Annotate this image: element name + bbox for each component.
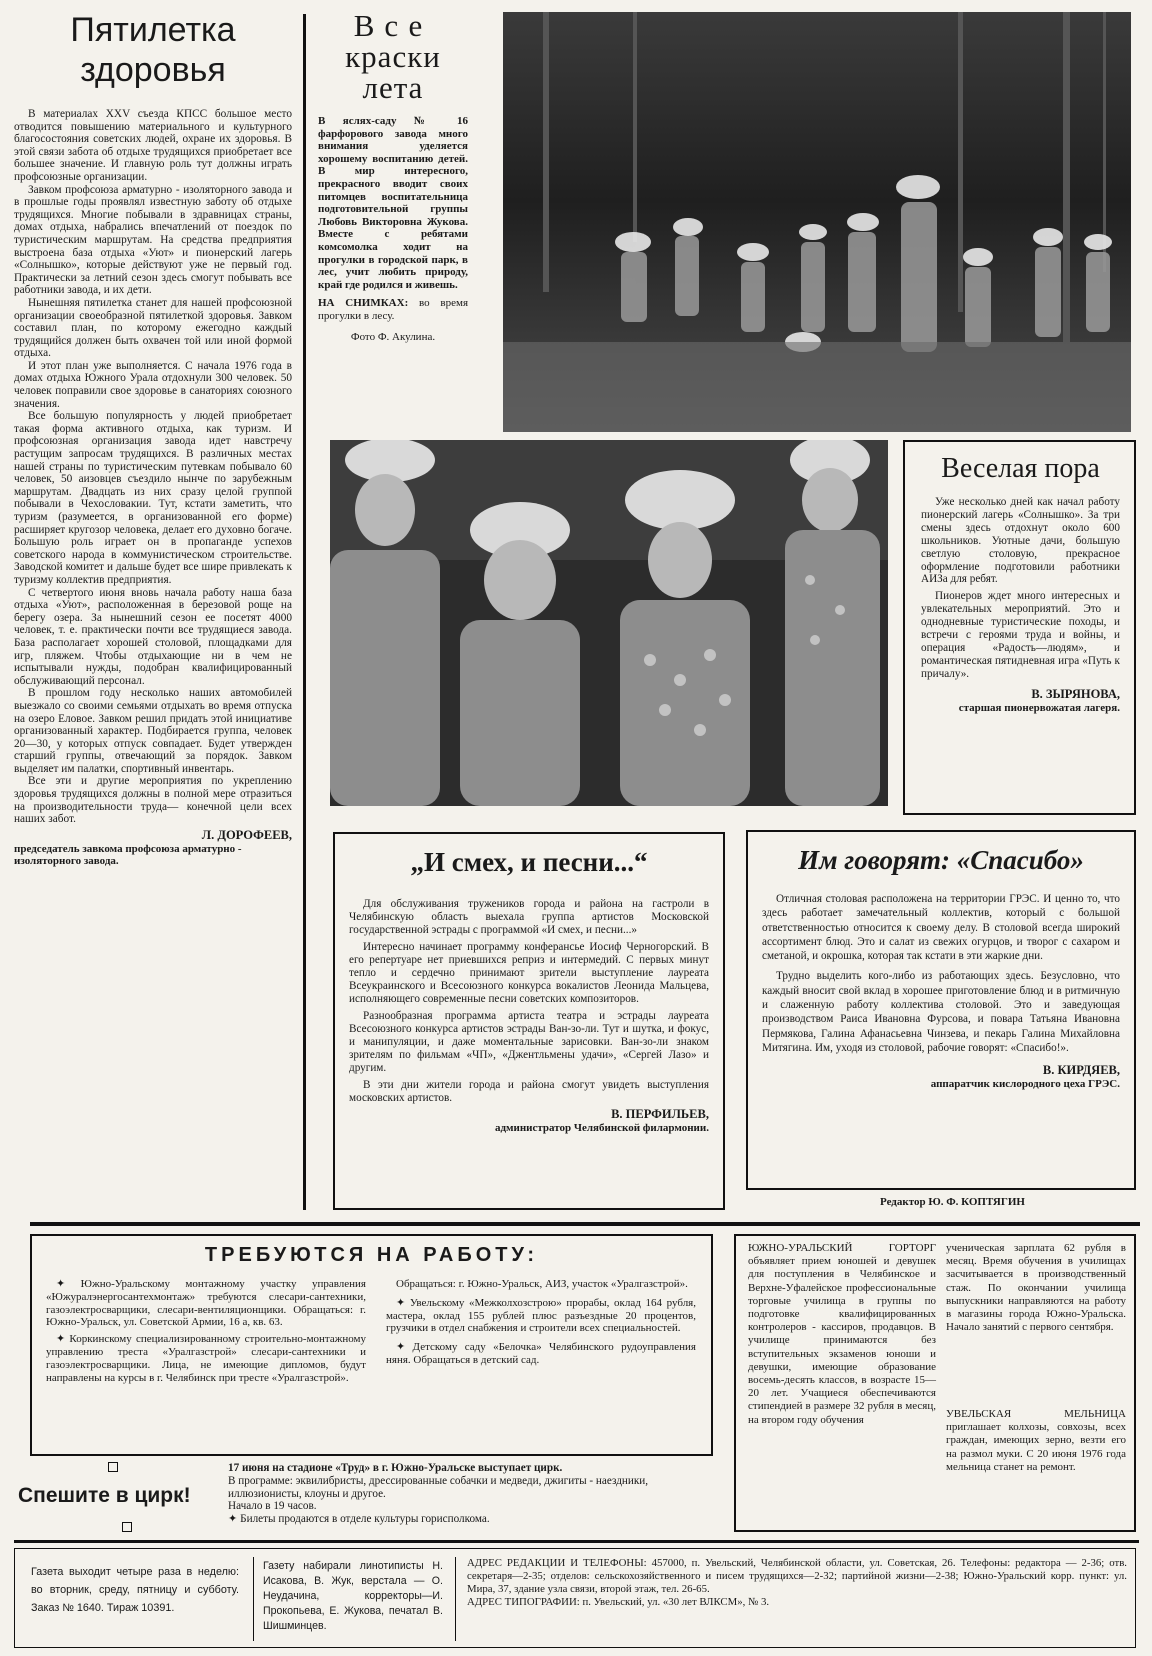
article-body [762,892,1120,1055]
paragraph: И этот план уже выполняется. С начала 1976 года в домах отдыха Южного Урала отдохнули 300 человек. 50 человек поправили свое здоровье в санаториях союзного значения. [14,359,292,410]
signature-role: председатель завкома профсоюза арматурно - изоляторного завода. [14,842,242,867]
article-health-five-year-plan [14,10,292,1210]
circus-line: ✦ Билеты продаются в отделе культуры горисполкома. [228,1513,490,1526]
job-ad: ✦ Коркинскому специализированному строительно-монтажному управлению треста «Уралгазстрой» слесари-сантехники и газоэлектросварщики. Лица, не имеющие дипломов, будут направлены на курсы в г. Челябинск при тресте «Уралгазстрой». [46,1333,366,1384]
footer-divider-v [253,1557,254,1641]
children-image [330,440,888,806]
paragraph: Все большую популярность у людей приобретает такая форма активного отдыха, как туризм. И профсоюзная организация завода идет навстречу растущим запросам трудящихся. В различных местах нашей страны по туристическим путевкам побывало 60 человек, 50 аизовцев съездило нынче по зарубежным маршрутам. Двадцать из них сразу целой группой побывали в Чехословакии. Тут, кстати заметить, что туризм (разумеется, в организованной его форме) расширяет кругозор человека, делает его духовно богаче. Большую роль играет он в пропаганде успехов советского народа в коммунистическом строительстве. Заводской комитет и дальше будет все шире привлекать к туризму коллектив предприятия. [14,410,292,586]
column-divider [303,14,306,1210]
signature: В. КИРДЯЕВ, [1042,1063,1120,1078]
signature: Л. ДОРОФЕЕВ, [201,827,292,842]
signature-role: аппаратчик кислородного цеха ГРЭС. [930,1078,1120,1091]
article-title: „И смех, и песни...“ [410,847,648,877]
children-hats-photo [330,440,888,806]
paragraph: Уже несколько дней как начал работу пионерский лагерь «Солнышко». За три смены здесь отдохнут около 600 школьников. Уютные дачи, большую светлую столовую, прекрасное оформление подготовили работники АИЗа для ребят. [921,496,1120,586]
title-line: здоровья [80,51,226,89]
paragraph: В прошлом году несколько наших автомобилей выезжало со своими семьями отдыхать во время отпуска на озеро Еловое. Завком решил придать этой инициативе организованный характер. Подбирается группа, человек 20—30, у которых отпуск совпадает. Будет утвержден старший группы, отвечающий за порядок. Завком выделяет им палатки, спортивный инвентарь. [14,687,292,775]
article-title [318,10,468,103]
signature: В. ПЕРФИЛЬЕВ, [611,1107,709,1121]
paragraph: Пионеров ждет много интересных и увлекательных мероприятий. Это и однодневные туристические походы, и встречи с героями труда и войны, и операция «Радость—людям», и романтическая пятидневная игра «Путь к причалу». [921,590,1120,680]
circus-ad [14,1462,714,1532]
article-they-say-thanks [746,830,1136,1190]
section-divider [30,1222,1140,1226]
paragraph: В эти дни жители города и района смогут увидеть выступления московских артистов. [349,1079,709,1104]
paragraph: Завком профсоюза арматурно - изоляторного завода и в прошлые годы проявлял известную заботу об отдыхе трудящихся. Многие побывали в здравницах страны, домах отдыха, набрались впечатлений от поездок по туристическим маршрутам. На средства предприятия выстроена база отдыха «Уют» и пионерский лагерь «Солнышко», которые действуют уже не первый год. Практически за летний сезон здесь смогут побывать все работники завода, и их дети. [14,183,292,297]
article-title: Веселая пора [941,453,1100,484]
article-body [921,496,1120,681]
circus-title: Спешите в цирк! [18,1484,191,1507]
article-summer-colors [318,10,468,440]
job-ad: ✦ Увельскому «Межколхозстрою» прорабы, оклад 164 рубля, мастера, оклад 155 рублей плюс разъездные 20 процентов, грузчики в отдел снабжения и строители всех специальностей. [386,1296,696,1335]
title-line: Пятилетка [70,11,236,49]
gortorg-col1: ЮЖНО-УРАЛЬСКИЙ ГОРТОРГ объявляет прием юношей и девушек для поступления в Челябинское и Верхне-Уфалейское профессиональные торговые училища в группы по подготовке квалифицированных контролеров - кассиров, продавцов. В училище принимаются без вступительных экзаменов юноши и девушки, имеющие образование восемь-десять классов, в возрасте 15—20 лет. Учащиеся обеспечиваются стипендией в размере 32 рубля в месяц, на втором году обучения [748,1242,936,1426]
forest-walk-image [503,12,1131,432]
job-ad: ✦ Детскому саду «Белочка» Челябинского рудоуправления няня. Обращаться в детский сад. [386,1341,696,1366]
signature-role: старшая пионервожатая лагеря. [958,701,1120,714]
title-line: Все [353,8,433,43]
footer-divider-v [455,1557,456,1641]
article-title [14,10,292,90]
gortorg-col2b: УВЕЛЬСКАЯ МЕЛЬНИЦА приглашает колхозы, совхозы, всех граждан, имеющих зерно, везти его на размол муки. С 20 июня 1976 года мельница станет на ремонт. [946,1408,1126,1473]
photo-credit: Фото Ф. Акулина. [350,330,436,343]
circus-marker-icon [108,1462,118,1472]
footer-schedule: Газета выходит четыре раза в неделю: во вторник, среду, пятницу и субботу. Заказ № 1640. Тираж 10391. [31,1566,239,1614]
gortorg-col2a: ученическая зарплата 62 рубля в месяц. Время обучения в училищах засчитывается в производственный стаж. По окончании училища выпускники направляются на работу в магазины города Южно-Уральска. Начало занятий с первого сентября. [946,1242,1126,1334]
paragraph: Отличная столовая расположена на территории ГРЭС. И ценно то, что здесь работает замечательный коллектив, который с большой ответственностью относится к своему делу. В столовой всегда широкий ассортимент блюд. Это и салат из свежих огурцов, и творог с сахаром и сметаной, и окрошка, которая так кстати в эти жаркие дни. [762,893,1120,963]
article-merry-time [903,440,1136,815]
circus-marker-icon [122,1522,132,1532]
gortorg-section [734,1234,1136,1532]
paragraph: В материалах XXV съезда КПСС большое место отводится повышению материального и культурного благосостояния советских людей, охране их здоровья. В этой связи забота об отдыхе трудящихся приобретает все большее значение. И главную роль тут должны играть профсоюзные организации. [14,108,292,183]
footer-divider [14,1540,1139,1543]
footer-address [467,1557,1127,1609]
signature-role: администратор Челябинской филармонии. [494,1122,709,1134]
paragraph: Интересно начинает программу конферансье Иосиф Черногорский. В его репертуаре нет приевшихся реприз и интермедий. С первых минут тепло и сердечно принимают зрители выступление лауреата Всеукраинского и Всесоюзного конкурса вокалистов Леонида Мальцева, исполняющего современные песни советских композиторов. [349,941,709,1005]
circus-text [228,1462,714,1526]
photo-caption [318,297,468,322]
footer-box [14,1548,1136,1648]
circus-line: В программе: эквилибристы, дрессированные собачки и медведи, джигиты - наездники, иллюзионисты, клоуны и другое. [228,1474,649,1500]
caption-text: во время прогулки в лесу. [318,297,469,322]
title-line: лета [362,70,424,105]
article-title: Им говорят: «Спасибо» [798,845,1084,875]
article-body: В яслях-саду № 16 фарфорового завода много внимания уделяется хорошему воспитанию детей. В мир интересного, прекрасного вводит своих питомцев воспитательница подготовительной группы Любовь Викторовна Жукова. Вместе с ребятами комсомолка ходит на прогулки в городской парк, в лес, учит любить природу, край где родился и живешь. [318,115,468,291]
printing-address: АДРЕС ТИПОГРАФИИ: п. Увельский, ул. «30 лет ВЛКСМ», № 3. [467,1596,770,1608]
article-laughter-songs [333,832,725,1210]
editor-line: Редактор Ю. Ф. КОПТЯГИН [880,1196,1025,1208]
circus-line: 17 июня на стадионе «Труд» в г. Южно-Уральске выступает цирк. [228,1462,563,1474]
jobs-col1 [46,1278,366,1384]
paragraph: Трудно выделить кого-либо из работающих здесь. Безусловно, что каждый вносит свой вклад в хорошее приготовление блюд и в ритмичную и слаженную работу коллектива столовой. Это и заведующая производством Раиса Ивановна Фурсова, и повара Татьяна Ивановна Пермякова, Галина Афанасьевна Чинзева, и пекарь Галина Михайловна Митягина. Им, уходя из столовой, рабочие говорят: «Спасибо!». [762,970,1120,1054]
forest-walk-photo [503,12,1131,432]
job-ad: ✦ Южно-Уральскому монтажному участку управления «Южуралэнергосантехмонтаж» требуются слесари-сантехники, газоэлектросварщики, слесари-вентиляционщики. Обращаться: г. Южно-Уральск, ул. Советской Армии, 16 а, кв. 63. [46,1278,366,1329]
circus-line: Начало в 19 часов. [228,1500,317,1513]
paragraph: Разнообразная программа артиста театра и эстрады лауреата Всесоюзного конкурса артистов эстрады Ван-зо-ли. Тут и шутка, и фокус, и манипуляции, и даже моментальные зарисовки. Ван-зо-ли знаком зрителям по фильмам «ЧП», «Джентльмены удачи», «Сергей Лазо» и другим. [349,1010,709,1074]
title-line: краски [345,39,441,74]
footer-staff: Газету набирали линотиписты Н. Исакова, В. Жук, верстала — О. Неудачина, корректоры—И. Прокопьева, Е. Жукова, печатал В. Шишминцев. [263,1560,443,1632]
article-body [14,108,292,826]
paragraph: Для обслуживания тружеников города и района на гастроли в Челябинскую область выехала группа артистов Московской государственной эстрады с программой «И смех, и песни...» [349,898,709,936]
jobs-section [30,1234,713,1456]
paragraph: Все эти и другие мероприятия по укреплению здоровья трудящихся должны в полной мере отразиться на производительности труда— конечной цели всех наших забот. [14,775,292,826]
editorial-address: АДРЕС РЕДАКЦИИ И ТЕЛЕФОНЫ: 457000, п. Увельский, Челябинской области, ул. Советская, 26. Телефоны: редактора — 2-36; отв. секретаря—2-35; отделов: сельскохозяйственного и писем трудящихся—2-32; партийной жизни—2-38; Южно-Уральский корр. пункт: ул. Мира, 37, здание узла связи, второй этаж, тел. 26-65. [467,1557,1127,1595]
signature: В. ЗЫРЯНОВА, [1031,686,1120,701]
jobs-title: ТРЕБУЮТСЯ НА РАБОТУ: [204,1244,539,1266]
paragraph: С четвертого июня вновь начала работу наша база отдыха «Уют», расположенная в березовой роще на берегу озера. За нынешний сезон ее посетят 4000 человек, т. е. практически почти все трудящиеся завода. База располагает хорошей столовой, площадками для игр, пляжем. Чтобы отдыхающие ни в чем не испытывали нужды, подобран квалифицированный обслуживающий персонал. [14,586,292,687]
job-ad: Обращаться: г. Южно-Уральск, АИЗ, участок «Уралгазстрой». [396,1278,688,1290]
paragraph: Нынешняя пятилетка станет для нашей профсоюзной организации своеобразной пятилеткой здоровья. Завком составил план, по которому ежегодно каждый трудящийся должен быть охвачен той или иной формой отдыха. [14,296,292,360]
caption-label: НА СНИМКАХ: [318,297,409,310]
jobs-col2 [386,1278,696,1367]
article-body [349,898,709,1105]
